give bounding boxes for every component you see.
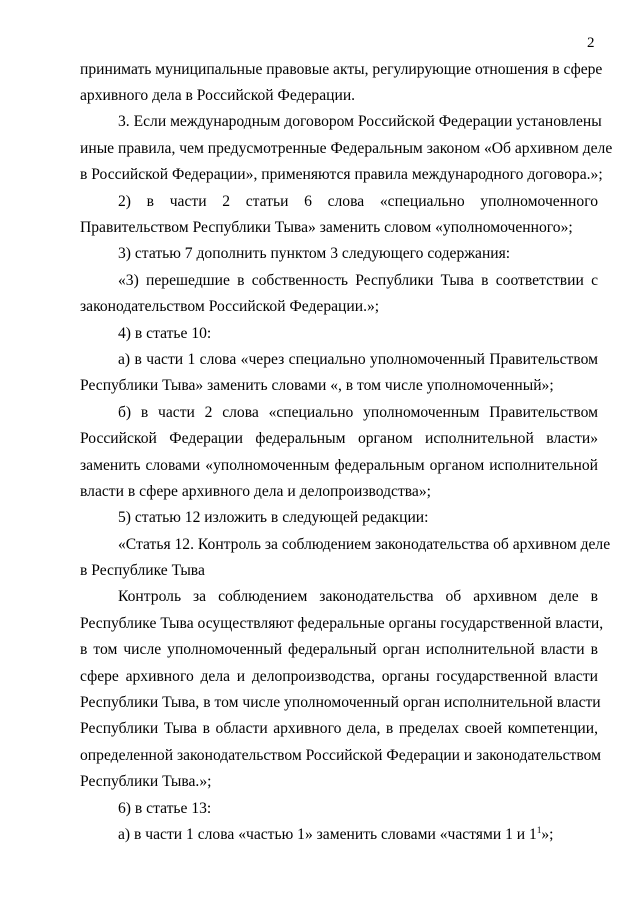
text-line: а) в части 1 слова «через специально уполномоченный Правительством [118, 351, 598, 368]
text-line: в том числе уполномоченный федеральный орган исполнительной власти в [80, 641, 598, 658]
text-line: «Статья 12. Контроль за соблюдением законодательства об архивном деле [118, 536, 611, 553]
text-line: Республике Тыва осуществляют федеральные органы государственной власти, [80, 615, 604, 632]
text-line: Российской Федерации федеральным органом исполнительной власти» [80, 430, 598, 447]
text-line: б) в части 2 слова «специально уполномоченным Правительством [118, 404, 598, 421]
text-line: определенной законодательством Российской Федерации и законодательством [80, 747, 601, 764]
text-line: Республики Тыва» заменить словами «, в том числе уполномоченный»; [80, 377, 554, 394]
text-line: Контроль за соблюдением законодательства об архивном деле в [118, 588, 598, 605]
text-line: Республики Тыва, в том числе уполномоченный орган исполнительной власти [80, 694, 601, 711]
text-line: принимать муниципальные правовые акты, регулирующие отношения в сфере [80, 61, 603, 78]
text-line: 2) в части 2 статьи 6 слова «специально уполномоченного [118, 193, 598, 210]
text-line: 5) статью 12 изложить в следующей редакции: [118, 509, 429, 526]
text-line-last [118, 826, 598, 844]
text-line: Республики Тыва в области архивного дела, в пределах своей компетенции, [80, 720, 598, 737]
text-line-main: а) в части 1 слова «частью 1» заменить словами «частями 1 и 1 [118, 826, 537, 843]
text-line: в Республике Тыва [80, 562, 205, 579]
page-number: 2 [587, 35, 595, 51]
text-line: сфере архивного дела и делопроизводства, органы государственной власти [80, 668, 598, 685]
text-line: «3) перешедшие в собственность Республики Тыва в соответствии с [118, 272, 598, 289]
text-line: Правительством Республики Тыва» заменить словом «уполномоченного»; [80, 219, 573, 236]
superscript-number: 1 [536, 825, 542, 835]
text-line: Республики Тыва.»; [80, 773, 212, 790]
text-line-tail: »; [541, 826, 554, 843]
text-line: архивного дела в Российской Федерации. [80, 87, 356, 104]
text-line: 3) статью 7 дополнить пунктом 3 следующего содержания: [118, 245, 511, 262]
text-line: заменить словами «уполномоченным федеральным органом исполнительной [80, 457, 598, 474]
text-line: 4) в статье 10: [118, 325, 212, 342]
text-line: иные правила, чем предусмотренные Федеральным законом «Об архивном деле [80, 140, 613, 157]
text-line: 3. Если международным договором Российской Федерации установлены [118, 113, 602, 130]
text-line: власти в сфере архивного дела и делопроизводства»; [80, 483, 431, 500]
text-line: 6) в статье 13: [118, 800, 212, 817]
text-line: законодательством Российской Федерации.»; [80, 298, 380, 315]
text-line: в Российской Федерации», применяются правила международного договора.»; [80, 166, 603, 183]
